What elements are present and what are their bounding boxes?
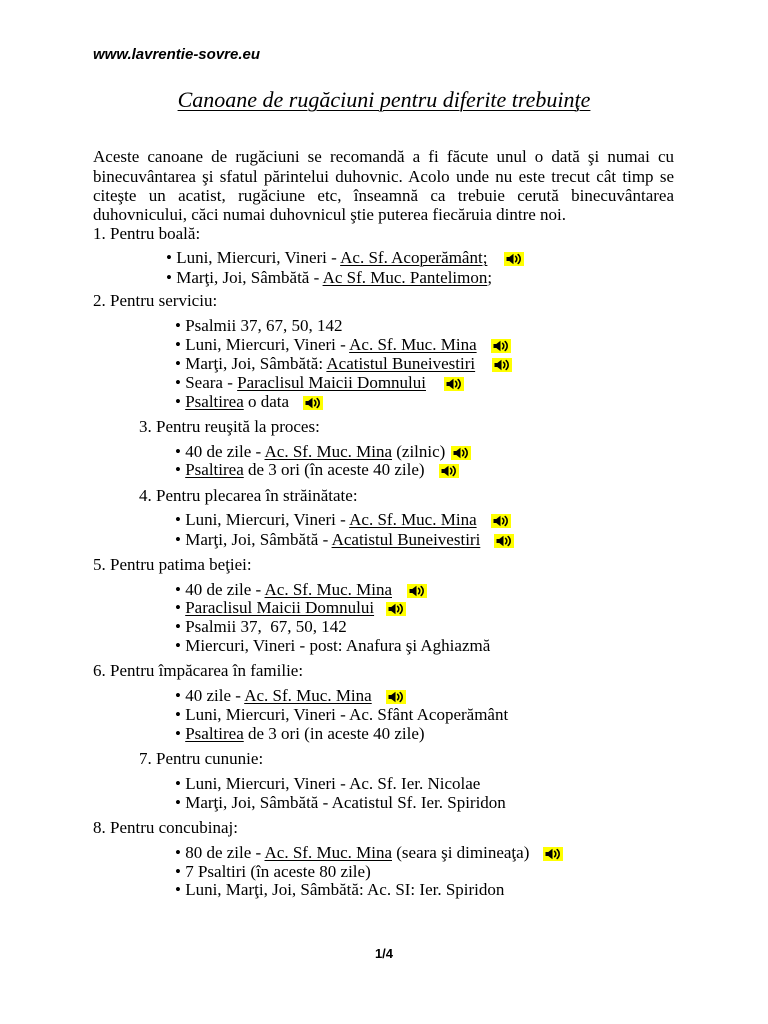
prayer-link[interactable]: Psaltirea xyxy=(185,724,244,743)
speaker-icon[interactable] xyxy=(543,847,563,861)
section-heading: 8. Pentru concubinaj: xyxy=(93,818,238,837)
list-item xyxy=(175,686,406,705)
list-item xyxy=(175,580,427,599)
item-text: (zilnic) xyxy=(392,442,446,461)
item-text: (seara şi dimineaţa) xyxy=(392,843,530,862)
list-item xyxy=(175,598,406,617)
list-item xyxy=(175,373,464,392)
item-text: Luni, Marţi, Joi, Sâmbătă: Ac. SI: Ier. Spiridon xyxy=(185,880,505,899)
item-text: Luni, Miercuri, Vineri - xyxy=(185,510,350,529)
list-item xyxy=(175,392,323,411)
prayer-link[interactable]: Ac Sf. Muc. Pantelimon xyxy=(322,268,488,287)
list-item xyxy=(175,880,504,899)
prayer-link[interactable]: Acatistul Buneivestiri xyxy=(326,354,476,373)
list-item xyxy=(175,617,347,636)
item-text: 40 de zile - xyxy=(185,580,265,599)
list-item xyxy=(175,442,471,461)
prayer-link[interactable]: Ac. Sf. Muc. Mina xyxy=(264,580,392,599)
list-item xyxy=(175,460,459,479)
speaker-icon[interactable] xyxy=(439,464,459,478)
item-text: Marţi, Joi, Sâmbătă - Acatistul Sf. Ier. Spiridon xyxy=(185,793,506,812)
speaker-icon[interactable] xyxy=(407,584,427,598)
list-item xyxy=(175,316,342,335)
item-text: 40 zile - xyxy=(185,686,245,705)
prayer-link[interactable]: Psaltirea xyxy=(185,460,244,479)
prayer-link[interactable]: Ac. Sf. Muc. Mina xyxy=(244,686,372,705)
item-text: Miercuri, Vineri - post: Anafura şi Aghiazmă xyxy=(185,636,491,655)
section-heading: 5. Pentru patima beţiei: xyxy=(93,555,252,574)
section-heading: 7. Pentru cununie: xyxy=(139,749,264,768)
list-item xyxy=(175,774,480,793)
site-url: www.lavrentie-sovre.eu xyxy=(93,46,261,63)
speaker-icon[interactable] xyxy=(303,396,323,410)
item-text: Luni, Miercuri, Vineri - xyxy=(176,248,341,267)
speaker-icon[interactable] xyxy=(444,377,464,391)
item-text: Psalmii 37, 67, 50, 142 xyxy=(185,316,343,335)
section-heading: 2. Pentru serviciu: xyxy=(93,291,218,310)
item-text: Luni, Miercuri, Vineri - Ac. Sf. Ier. Nicolae xyxy=(185,774,481,793)
page-title xyxy=(0,87,768,113)
prayer-link[interactable]: Ac. Sf. Muc. Mina xyxy=(264,843,392,862)
section-heading: 1. Pentru boală: xyxy=(93,224,201,243)
section-heading: 3. Pentru reuşită la proces: xyxy=(139,417,320,436)
item-text: Marţi, Joi, Sâmbătă - xyxy=(176,268,323,287)
item-text: Marţi, Joi, Sâmbătă: xyxy=(185,354,327,373)
list-item xyxy=(175,354,512,373)
item-text: 40 de zile - xyxy=(185,442,265,461)
prayer-link[interactable]: Paraclisul Maicii Domnului xyxy=(185,598,375,617)
speaker-icon[interactable] xyxy=(451,446,471,460)
prayer-link[interactable]: Ac. Sf. Muc. Mina xyxy=(264,442,392,461)
speaker-icon[interactable] xyxy=(504,252,524,266)
speaker-icon[interactable] xyxy=(492,358,512,372)
speaker-icon[interactable] xyxy=(386,690,406,704)
list-item xyxy=(175,862,371,881)
item-text: Marţi, Joi, Sâmbătă - xyxy=(185,530,332,549)
item-text: Seara - xyxy=(185,373,238,392)
list-item xyxy=(175,636,490,655)
prayer-link[interactable]: Ac. Sf. Muc. Mina xyxy=(349,335,477,354)
intro-line: citeşte un acatist, rugăciune etc, înseamnă ca trebuie cerută binecuvântarea xyxy=(93,186,674,205)
section-heading: 4. Pentru plecarea în străinătate: xyxy=(139,486,358,505)
speaker-icon[interactable] xyxy=(491,339,511,353)
speaker-icon[interactable] xyxy=(494,534,514,548)
intro-line: binecuvântarea şi sfatul părintelui duhovnic. Acolo unde nu este trecut cât timp se xyxy=(93,167,674,186)
speaker-icon[interactable] xyxy=(386,602,406,616)
prayer-link[interactable]: Ac. Sf. Acoperământ; xyxy=(340,248,488,267)
page-title-text: Canoane de rugăciuni pentru diferite trebuinţe xyxy=(177,87,591,112)
intro-line: Aceste canoane de rugăciuni se recomandă a fi făcute unul o dată şi numai cu xyxy=(93,147,674,166)
list-item xyxy=(166,268,492,287)
intro-line: duhovnicului, căci numai duhovnicul ştie puterea fiecăruia dintre noi. xyxy=(93,205,567,224)
list-item xyxy=(166,248,524,267)
item-text: Psalmii 37, 67, 50, 142 xyxy=(185,617,347,636)
prayer-link[interactable]: Ac. Sf. Muc. Mina xyxy=(349,510,477,529)
prayer-link[interactable]: Acatistul Buneivestiri xyxy=(331,530,481,549)
prayer-link[interactable]: Paraclisul Maicii Domnului xyxy=(237,373,426,392)
section-heading: 6. Pentru împăcarea în familie: xyxy=(93,661,304,680)
item-text: ; xyxy=(487,268,493,287)
list-item xyxy=(175,793,506,812)
list-item xyxy=(175,843,563,862)
list-item xyxy=(175,510,511,529)
item-text: Luni, Miercuri, Vineri - Ac. Sfânt Acoperământ xyxy=(185,705,509,724)
item-text: 7 Psaltiri (în aceste 80 zile) xyxy=(185,862,371,881)
item-text: o data xyxy=(243,392,290,411)
prayer-link[interactable]: Psaltirea xyxy=(185,392,244,411)
list-item xyxy=(175,335,511,354)
list-item xyxy=(175,724,425,743)
list-item xyxy=(175,530,514,549)
page-number: 1/4 xyxy=(374,946,394,961)
item-text: de 3 ori (in aceste 40 zile) xyxy=(243,724,425,743)
speaker-icon[interactable] xyxy=(491,514,511,528)
list-item xyxy=(175,705,508,724)
item-text: 80 de zile - xyxy=(185,843,265,862)
item-text: de 3 ori (în aceste 40 zile) xyxy=(243,460,425,479)
item-text: Luni, Miercuri, Vineri - xyxy=(185,335,350,354)
